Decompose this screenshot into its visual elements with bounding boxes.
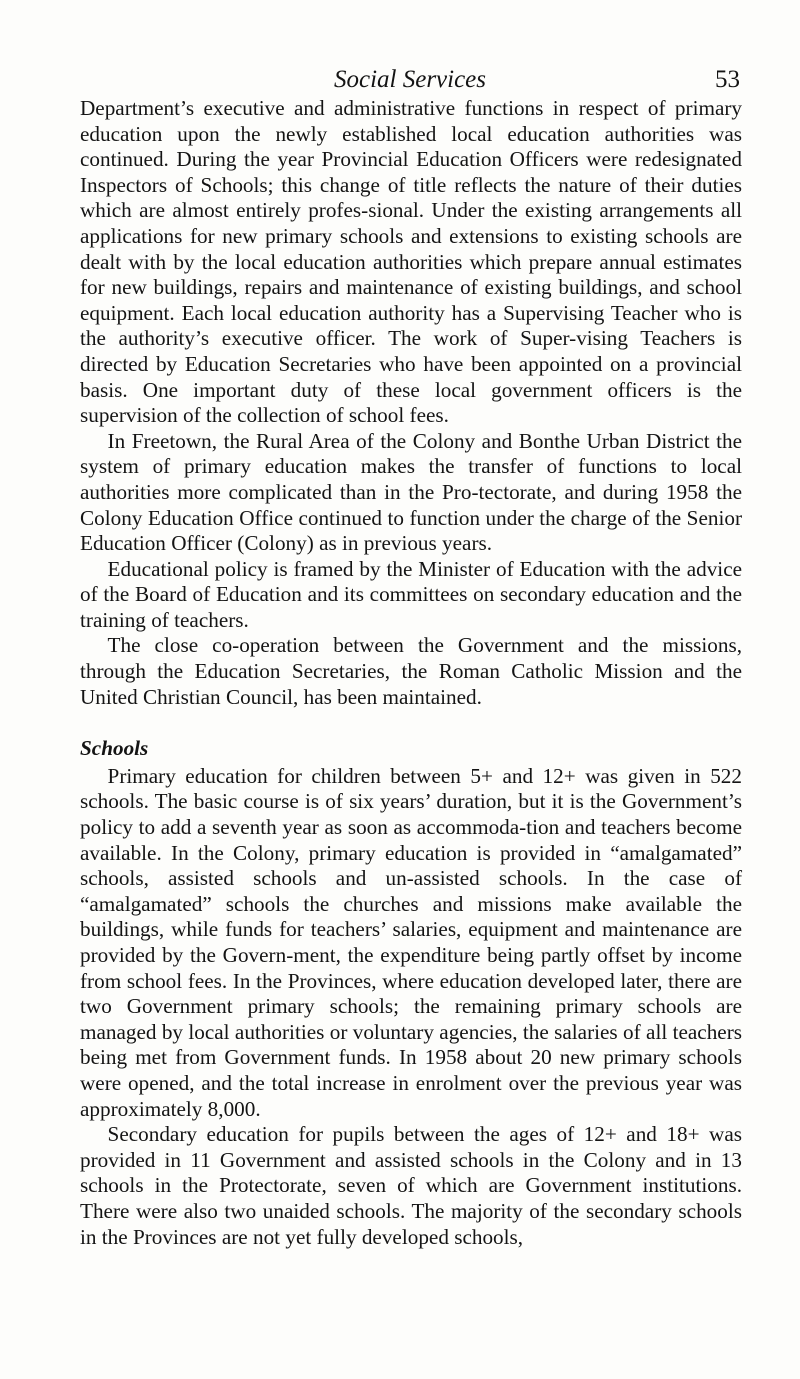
paragraph: In Freetown, the Rural Area of the Colony and Bonthe Urban District the system of primary education makes the transfer of functions to local authorities more complicated than in the Pro-tectorate, and during 1958 the Colony Education Office continued to function under the charge of the Senior Education Officer (Colony) as in previous years. xyxy=(80,428,742,556)
section-heading: Schools xyxy=(80,736,149,761)
body-text xyxy=(80,96,742,1250)
running-title: Social Services xyxy=(333,66,487,93)
paragraph: Secondary education for pupils between the ages of 12+ and 18+ was provided in 11 Government and assisted schools in the Colony and in 13 schools in the Protectorate, seven of which are Government institutions. There were also two unaided schools. The majority of the secondary schools in the Provinces are not yet fully developed schools, xyxy=(80,1122,742,1249)
paragraph: The close co-operation between the Government and the missions, through the Education Secretaries, the Roman Catholic Mission and the United Christian Council, has been maintained. xyxy=(80,633,742,709)
paragraph: Educational policy is framed by the Minister of Education with the advice of the Board of Education and its committees on secondary education and the training of teachers. xyxy=(80,556,742,632)
running-head xyxy=(80,62,740,98)
paragraph: Primary education for children between 5+ and 12+ was given in 522 schools. The basic course is of six years’ duration, but it is the Government’s policy to add a seventh year as soon as accommoda-tion and teachers become available. In the Colony, primary education is provided in “amalgamated” schools, assisted schools and un-assisted schools. In the case of “amalgamated” schools the churches and missions make available the buildings, while funds for teachers’ salaries, equipment and maintenance are provided by the Govern-ment, the expenditure being partly offset by income from school fees. In the Provinces, where education developed later, there are two Government primary schools; the remaining primary schools are managed by local authorities or voluntary agencies, the salaries of all teachers being met from Government funds. In 1958 about 20 new primary schools were opened, and the total increase in enrolment over the previous year was approximately 8,000. xyxy=(80,763,742,1121)
page-number: 53 xyxy=(715,66,740,93)
paragraph: Department’s executive and administrative functions in respect of primary education upon the newly established local education authorities was continued. During the year Provincial Education Officers were redesignated Inspectors of Schools; this change of title reflects the nature of their duties which are almost entirely profes-sional. Under the existing arrangements all applications for new primary schools and extensions to existing schools are dealt with by the local education authorities which prepare annual estimates for new buildings, repairs and maintenance of existing buildings, and school equipment. Each local education authority has a Supervising Teacher who is the authority’s executive officer. The work of Super-vising Teachers is directed by Education Secretaries who have been appointed on a provincial basis. One important duty of these local government officers is the supervision of the collection of school fees. xyxy=(80,96,742,428)
